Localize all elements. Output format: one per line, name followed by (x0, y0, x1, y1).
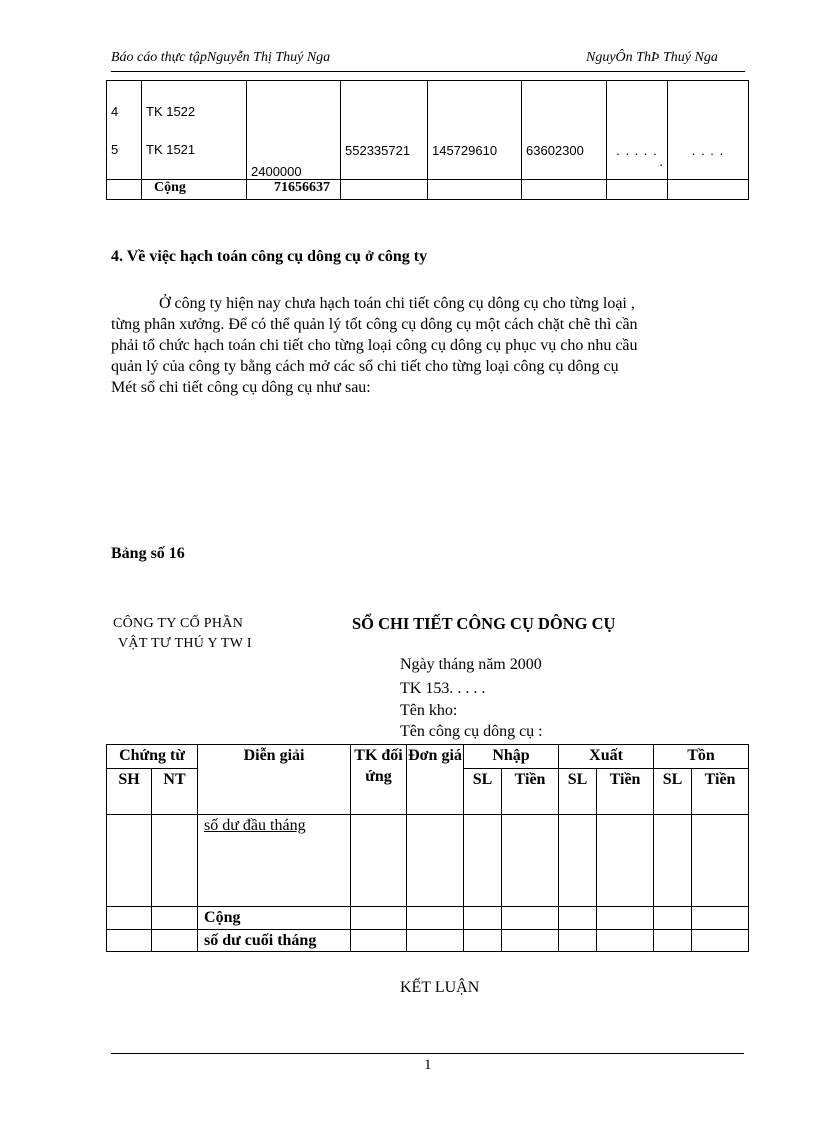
col-unit-price: Đơn giá (407, 745, 464, 815)
ledger-account: TK 153. . . . . (400, 680, 486, 697)
opening-balance-label: số dư đầu tháng (204, 817, 306, 834)
table-label: Bảng số 16 (111, 545, 185, 562)
footer-divider (111, 1053, 744, 1054)
col-import-qty: SL (464, 769, 502, 815)
table-row (107, 180, 749, 200)
conclusion-heading: KẾT LUẬN (400, 979, 480, 996)
ledger-date: Ngày tháng năm 2000 (400, 656, 542, 673)
company-name-line2: VẬT TƯ THÚ Y TW I (118, 636, 252, 651)
col-export: Xuất (559, 745, 654, 769)
tool-ledger-table (106, 744, 749, 952)
ledger-warehouse: Tên kho: (400, 702, 458, 719)
table-row (107, 815, 749, 907)
table-row (107, 907, 749, 930)
page-number: 1 (424, 1057, 432, 1073)
section-title: 4. Về việc hạch toán công cụ dông cụ ở công ty (111, 248, 428, 265)
total-label: Cộng (142, 180, 247, 200)
row-number-cell: 4 5 (107, 81, 142, 180)
table-row (107, 930, 749, 952)
company-name-line1: CÔNG TY CỔ PHẦN (113, 616, 244, 631)
account-cell: TK 1522 TK 1521 (142, 81, 247, 180)
header-right: NguyÔn ThÞ Thuý Nga (586, 50, 718, 65)
col-counter-account: TK đối ứng (351, 745, 407, 815)
col-voucher: Chứng từ (107, 745, 198, 769)
table-row (107, 81, 749, 180)
value-cell: 2400000 (247, 81, 341, 180)
col-import-amount: Tiền (502, 769, 559, 815)
col-stock: Tồn (654, 745, 749, 769)
col-nt: NT (152, 769, 198, 815)
header-divider (111, 71, 745, 72)
closing-balance-label: số dư cuối tháng (198, 930, 351, 952)
summary-table (106, 80, 749, 200)
section-paragraph: Ở công ty hiện nay chưa hạch toán chi tiết công cụ dông cụ cho từng loại , từng phân xưởng. Để có thể quản lý tốt công cụ dông cụ một cách chặt chẽ thì cần phải tổ chức hạch toán chi tiết cho từng loại công cụ dông cụ phục vụ cho nhu cầu quản lý của công ty bằng cách mở các sổ chi tiết cho từng loại công cụ dông cụ Mét sổ chi tiết công cụ dông cụ như sau: (111, 295, 638, 396)
col-description: Diễn giải (198, 745, 351, 815)
ledger-title: SỔ CHI TIẾT CÔNG CỤ DÔNG CỤ (352, 614, 616, 633)
col-export-amount: Tiền (597, 769, 654, 815)
value-cell: 63602300 (522, 81, 607, 180)
col-stock-qty: SL (654, 769, 692, 815)
header-left: Báo cáo thực tậpNguyễn Thị Thuý Nga (111, 50, 331, 65)
col-import: Nhập (464, 745, 559, 769)
value-cell: . . . . . . (607, 81, 668, 180)
col-stock-amount: Tiền (692, 769, 749, 815)
value-cell: 552335721 (341, 81, 428, 180)
ledger-tool-name: Tên công cụ dông cụ : (400, 723, 543, 740)
col-sh: SH (107, 769, 152, 815)
total-label: Cộng (198, 907, 351, 930)
value-cell: 145729610 (428, 81, 522, 180)
value-cell: . . . . (668, 81, 749, 180)
col-export-qty: SL (559, 769, 597, 815)
total-value: 71656637 (247, 180, 341, 200)
header-row (107, 745, 749, 769)
